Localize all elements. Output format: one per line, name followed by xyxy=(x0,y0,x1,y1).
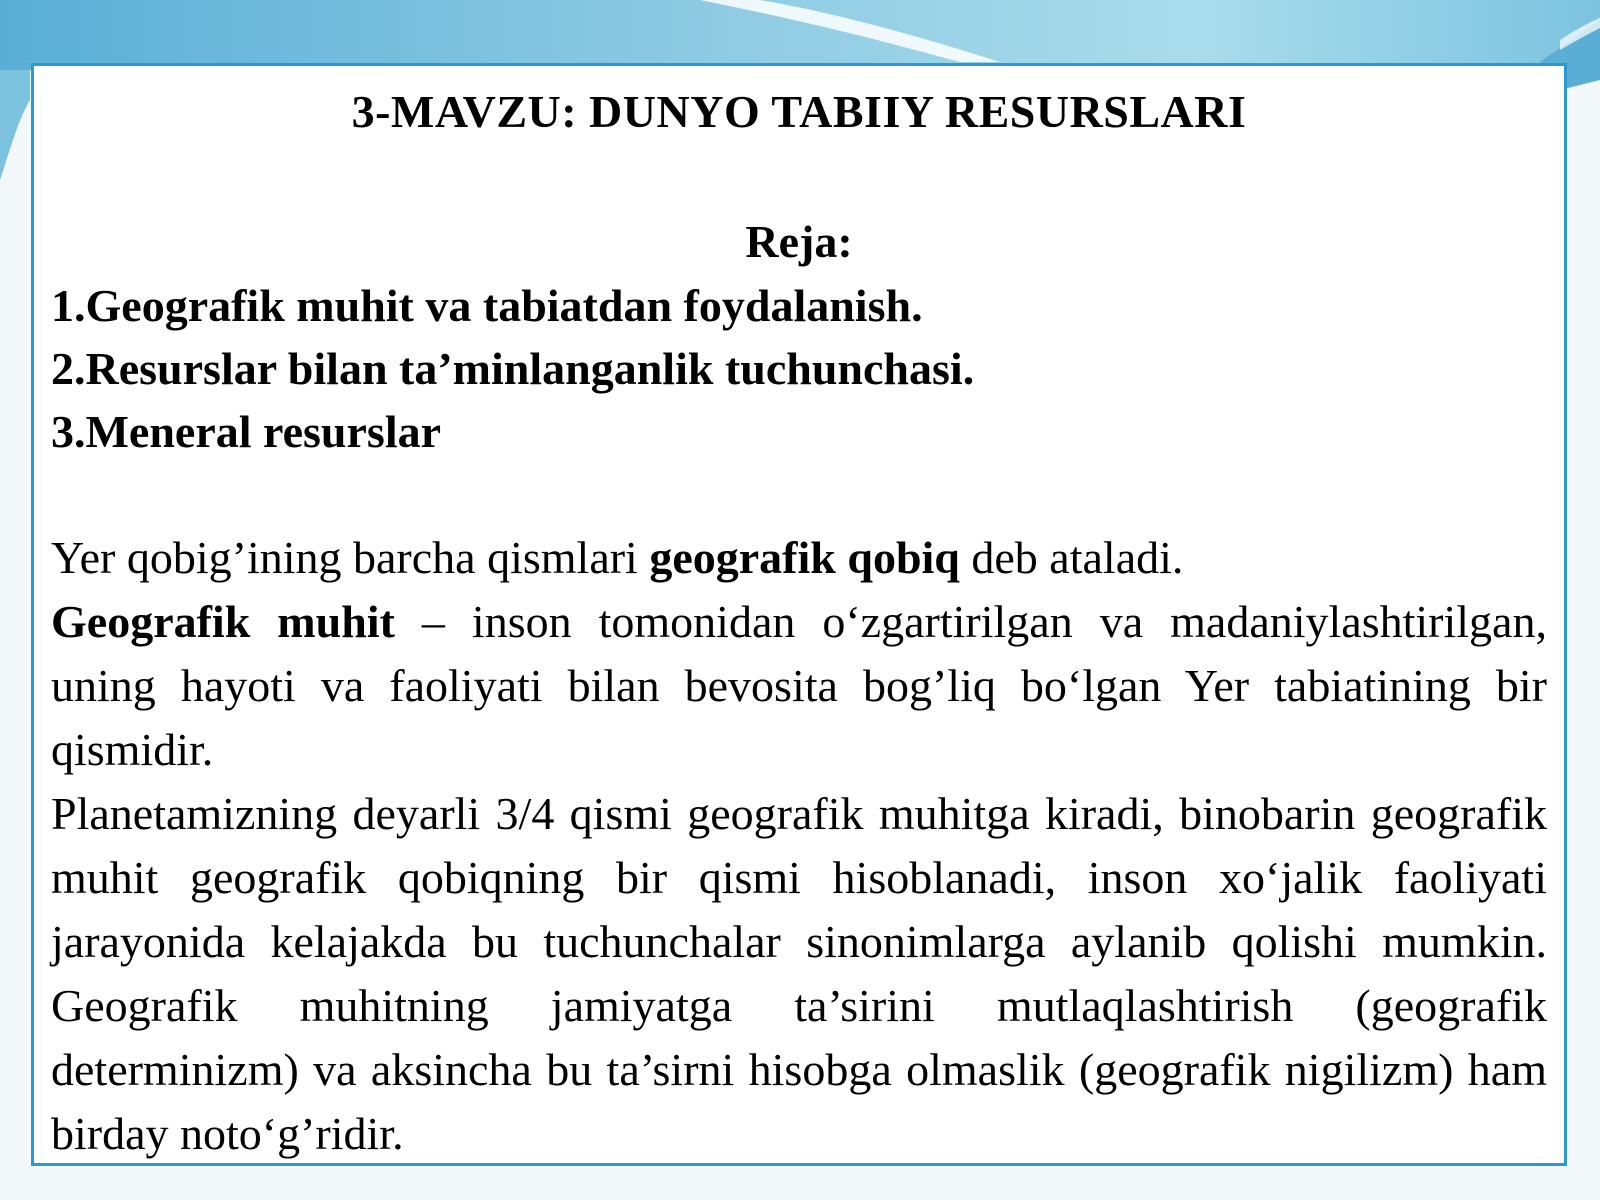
paragraph-1-start: Yer qobig’ining barcha qismlari xyxy=(51,532,650,583)
paragraph-1-end: deb ataladi. xyxy=(959,532,1184,583)
plan-list xyxy=(51,274,1547,463)
paragraph-2 xyxy=(51,590,1547,782)
paragraph-3: Planetamizning deyarli 3/4 qismi geografik muhitga kiradi, binobarin geografik muhit geografik qobiqning bir qismi hisoblanadi, inson xo‘jalik faoliyati jarayonida kelajakda bu tuchunchalar sinonimlarga aylanib qolishi mumkin. Geografik muhitning jamiyatga ta’sirini mutlaqlashtirish (geografik determinizm) va aksincha bu ta’sirni hisobga olmaslik (geografik nigilizm) ham birday noto‘g’ridir. xyxy=(51,788,1547,1159)
paragraph-2-definition: – inson tomonidan o‘zgartirilgan va madaniylashtirilgan, uning hayoti va faoliyati bilan bevosita bog’liq bo‘lgan Yer tabiatining bir qismidir. xyxy=(51,596,1547,775)
term-geografik-muhit: Geografik muhit xyxy=(51,596,395,647)
plan-heading: Reja: xyxy=(745,216,853,267)
plan-item-3: 3.Meneral resurslar xyxy=(51,406,442,457)
term-geografik-qobiq: geografik qobiq xyxy=(649,532,960,583)
plan-item-2: 2.Resurslar bilan ta’minlanganlik tuchunchasi. xyxy=(51,343,975,394)
left-wave xyxy=(0,70,30,180)
plan-item-1: 1.Geografik muhit va tabiatdan foydalanish. xyxy=(51,280,923,331)
slide-title: 3-MAVZU: DUNYO TABIIY RESURSLARI xyxy=(351,86,1247,137)
content-frame xyxy=(31,63,1567,1166)
body-text xyxy=(51,526,1547,1166)
paragraph-1 xyxy=(51,526,1547,590)
